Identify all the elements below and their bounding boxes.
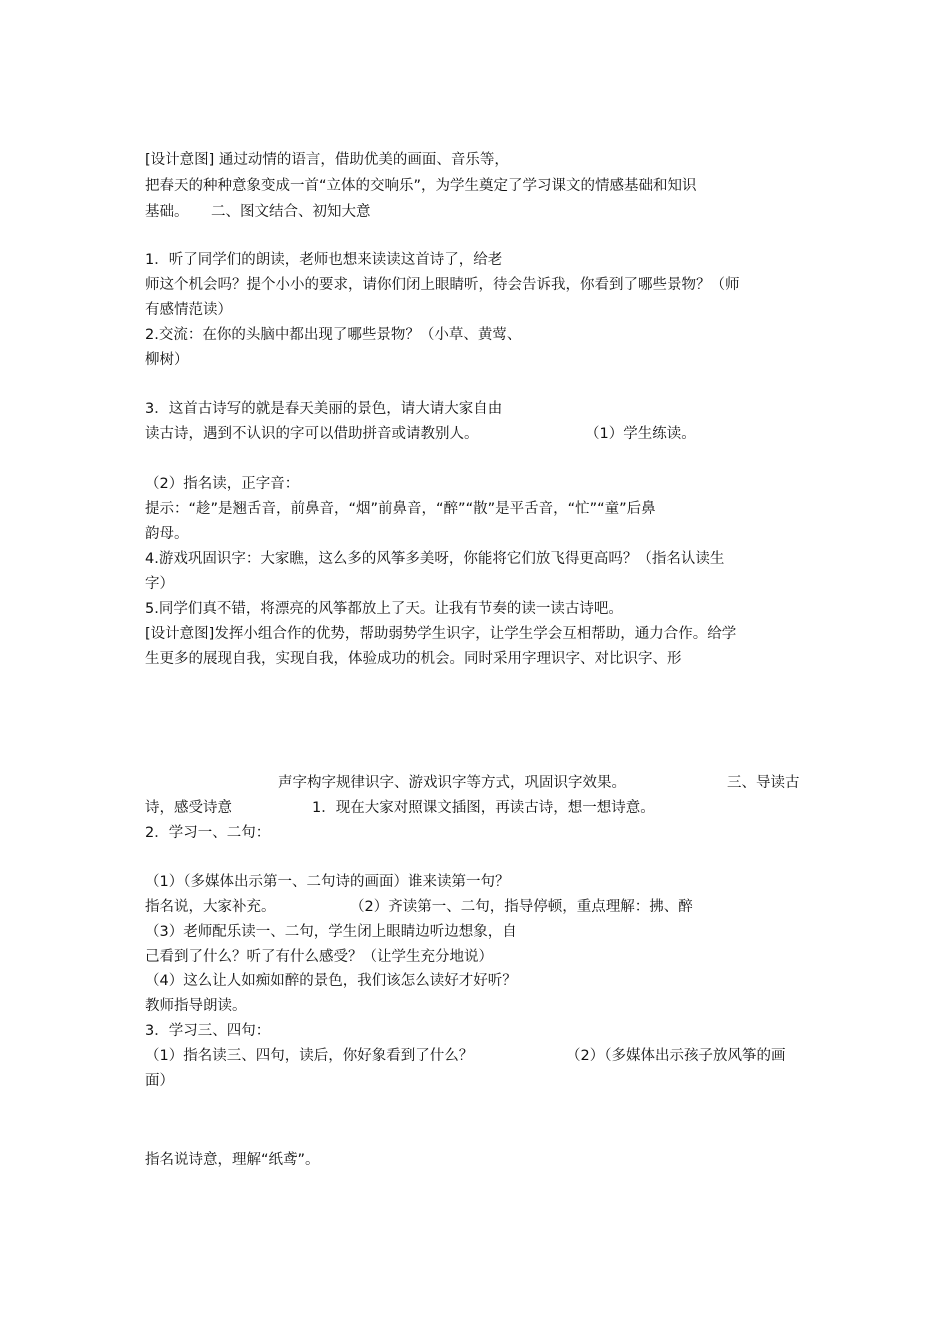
text-line: [设计意图] 通过动情的语言，借助优美的画面、音乐等， xyxy=(145,152,509,168)
text-line: （3）老师配乐读一、二句，学生闭上眼睛边听边想象，自 xyxy=(145,924,517,940)
text-segment: 读古诗，遇到不认识的字可以借助拼音或请教别人。 xyxy=(145,426,479,442)
text-line: （4）这么让人如痴如醉的景色，我们该怎么读好才好听？ xyxy=(145,973,517,989)
text-line: 3．这首古诗写的就是春天美丽的景色，请大请大家自由 xyxy=(145,401,503,417)
text-line: 2.交流：在你的头脑中都出现了哪些景物？（小草、黄莺、 xyxy=(145,327,522,343)
text-line-split xyxy=(145,1046,786,1066)
text-line: （1）（多媒体出示第一、二句诗的画面）谁来读第一句？ xyxy=(145,874,510,890)
text-line: 3．学习三、四句： xyxy=(145,1023,271,1039)
text-line: 有感情范读） xyxy=(145,302,232,318)
text-line-split xyxy=(145,798,655,818)
text-segment: 诗，感受诗意 xyxy=(145,800,232,816)
section-heading: 三、导读古 xyxy=(727,775,800,791)
text-line: 己看到了什么？听了有什么感受？（让学生充分地说） xyxy=(145,949,493,965)
text-line: （2）指名读，正字音： xyxy=(145,476,300,492)
text-line-split xyxy=(145,202,371,222)
text-line: 1．听了同学们的朗读，老师也想来读读这首诗了，给老 xyxy=(145,252,503,268)
section-heading: 二、图文结合、初知大意 xyxy=(211,204,371,220)
text-line: 教师指导朗读。 xyxy=(145,998,247,1014)
text-line-split xyxy=(145,424,696,444)
text-line: 4.游戏巩固识字：大家瞧，这么多的风筝多美呀，你能将它们放飞得更高吗？（指名认读生 xyxy=(145,551,725,567)
text-segment: （1）指名读三、四句，读后，你好象看到了什么？ xyxy=(145,1048,474,1064)
text-line: 柳树） xyxy=(145,352,189,368)
text-line: 2．学习一、二句： xyxy=(145,825,271,841)
text-line: 5.同学们真不错，将漂亮的风筝都放上了天。让我有节奏的读一读古诗吧。 xyxy=(145,601,623,617)
text-line: 提示：“趁”是翘舌音，前鼻音，“烟”前鼻音，“醉”“散”是平舌音，“忙”“童”后鼻 xyxy=(145,501,656,517)
text-segment: （1）学生练读。 xyxy=(585,426,696,442)
text-segment: 指名说，大家补充。 xyxy=(145,899,276,915)
text-segment: 基础。 xyxy=(145,204,189,220)
text-line: 面） xyxy=(145,1073,174,1089)
text-line-split xyxy=(145,897,693,917)
text-segment: 1．现在大家对照课文插图，再读古诗，想一想诗意。 xyxy=(312,800,655,816)
text-line: 韵母。 xyxy=(145,526,189,542)
text-line: 师这个机会吗？提个小小的要求，请你们闭上眼睛听，待会告诉我，你看到了哪些景物？（师 xyxy=(145,277,740,293)
text-line: [设计意图]发挥小组合作的优势，帮助弱势学生识字，让学生学会互相帮助，通力合作。给学 xyxy=(145,626,737,642)
text-line: 生更多的展现自我，实现自我，体验成功的机会。同时采用字理识字、对比识字、形 xyxy=(145,651,682,667)
text-line: 字） xyxy=(145,576,174,592)
text-line: 指名说诗意，理解“纸鸢”。 xyxy=(145,1152,320,1168)
text-segment: 声字构字规律识字、游戏识字等方式，巩固识字效果。 xyxy=(278,775,626,791)
text-segment: （2）（多媒体出示孩子放风筝的画 xyxy=(566,1048,786,1064)
text-line: 把春天的种种意象变成一首“立体的交响乐”，为学生奠定了学习课文的情感基础和知识 xyxy=(145,178,697,194)
text-segment: （2）齐读第一、二句，指导停顿，重点理解：拂、醉 xyxy=(350,899,693,915)
